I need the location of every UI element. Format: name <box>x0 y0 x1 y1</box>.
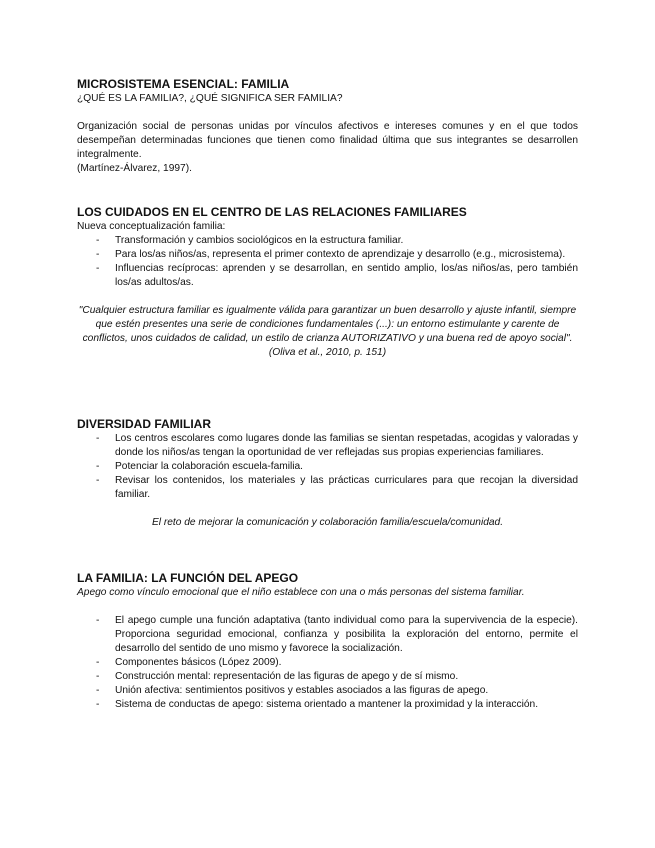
block-quote: "Cualquier estructura familiar es igualmente válida para garantizar un buen desarrollo y ajuste infantil, siempre que estén presentes una serie de condiciones fundamentales (...): un entorno estimulante y carente de conflictos, unos cuidados de calidad, un estilo de crianza AUTORIZATIVO y una buena red de apoyo social". <box>78 305 577 344</box>
definition-citation: (Martínez-Álvarez, 1997). <box>77 163 192 174</box>
list-item: - Sistema de conductas de apego: sistema orientado a mantener la proximidad y la interacción. <box>77 698 578 712</box>
list-item: - Los centros escolares como lugares donde las familias se sientan respetadas, acogidas y valoradas y donde los niños/as tengan la oportunidad de ver reflejadas sus propias experiencias familiares. <box>77 432 578 460</box>
list-item: - Unión afectiva: sentimientos positivos y estables asociados a las figuras de apego. <box>77 684 578 698</box>
section-note: El reto de mejorar la comunicación y colaboración familia/escuela/comunidad. <box>151 517 504 528</box>
section-microsistema <box>77 77 578 176</box>
section-title: LOS CUIDADOS EN EL CENTRO DE LAS RELACIONES FAMILIARES <box>77 205 467 219</box>
section-title: MICROSISTEMA ESENCIAL: FAMILIA <box>77 77 290 91</box>
attachment-definition: Apego como vínculo emocional que el niño establece con una o más personas del sistema familiar. <box>77 587 525 598</box>
section-intro: Nueva conceptualización familia: <box>77 221 226 232</box>
list-item: - Influencias recíprocas: aprenden y se desarrollan, en sentido amplio, los/as niños/as, pero también los/as adultos/as. <box>77 262 578 290</box>
section-diversidad <box>77 417 578 530</box>
list-item: - Potenciar la colaboración escuela-familia. <box>77 460 578 474</box>
list-item: - Transformación y cambios sociológicos en la estructura familiar. <box>77 234 578 248</box>
bullet-list <box>77 614 578 712</box>
quote-citation: (Oliva et al., 2010, p. 151) <box>268 347 387 358</box>
list-item: - Componentes básicos (López 2009). <box>77 656 578 670</box>
family-definition: Organización social de personas unidas por vínculos afectivos e intereses comunes y en el que todos desempeñan determinadas funciones que tienen como finalidad última que sus integrantes se desarrollen integralmente. <box>77 121 578 160</box>
section-subtitle: ¿QUÉ ES LA FAMILIA?, ¿QUÉ SIGNIFICA SER FAMILIA? <box>77 93 343 104</box>
list-item: - El apego cumple una función adaptativa (tanto individual como para la supervivencia de la especie). Proporciona seguridad emocional, confianza y posibilita la exploración del entorno, permite el desarrollo del sentido de uno mismo y favorece la socialización. <box>77 614 578 656</box>
section-title: LA FAMILIA: LA FUNCIÓN DEL APEGO <box>77 571 299 585</box>
section-cuidados <box>77 205 578 360</box>
list-item: - Revisar los contenidos, los materiales y las prácticas curriculares para que recojan la diversidad familiar. <box>77 474 578 502</box>
list-item: - Construcción mental: representación de las figuras de apego y de sí mismo. <box>77 670 578 684</box>
section-title: DIVERSIDAD FAMILIAR <box>77 417 212 431</box>
section-apego <box>77 571 578 712</box>
list-item: - Para los/as niños/as, representa el primer contexto de aprendizaje y desarrollo (e.g., microsistema). <box>77 248 578 262</box>
bullet-list <box>77 234 578 290</box>
bullet-list <box>77 432 578 502</box>
